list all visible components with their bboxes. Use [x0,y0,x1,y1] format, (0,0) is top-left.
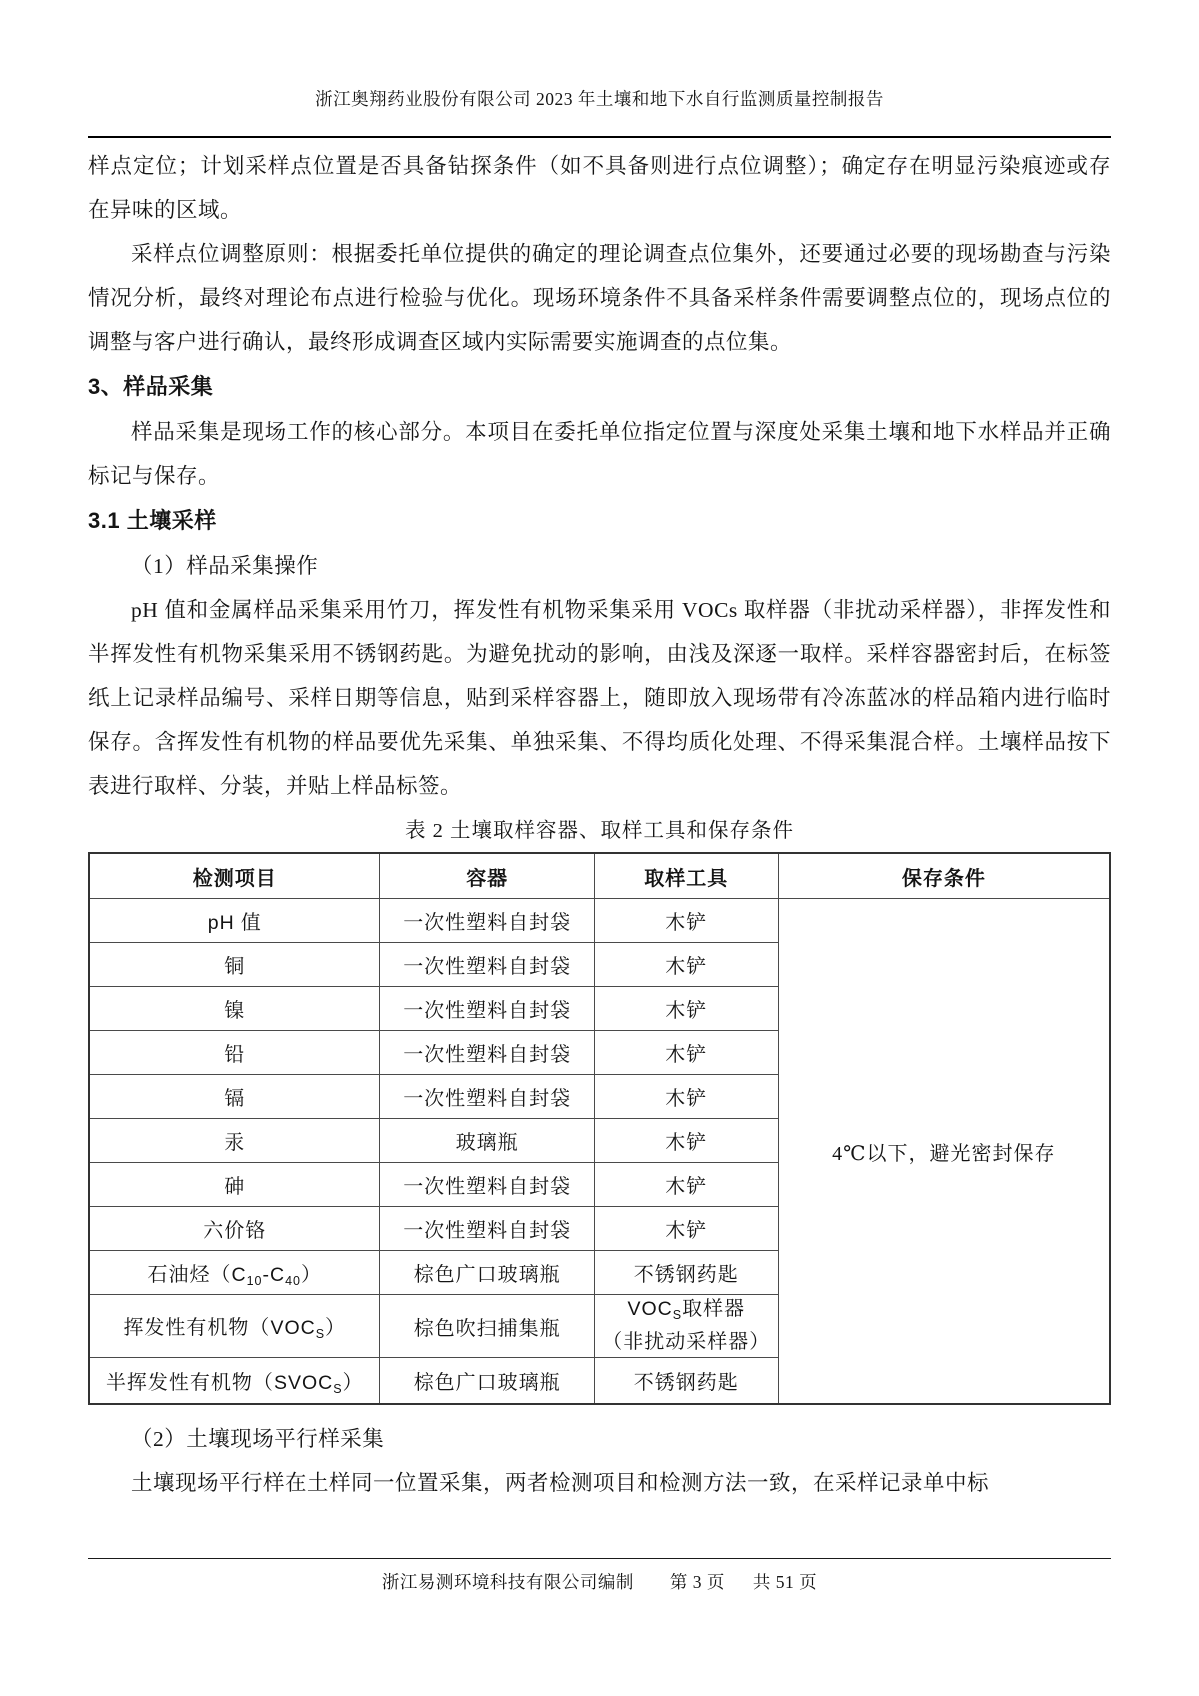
cell-tool: 不锈钢药匙 [594,1358,778,1405]
tool-latin: VOC [627,1298,673,1320]
cell-tool: 木铲 [594,943,778,987]
cell-container: 一次性塑料自封袋 [380,1031,594,1075]
cell-item [89,899,380,943]
table-caption: 表 2 土壤取样容器、取样工具和保存条件 [405,820,794,842]
paragraph-sampling-operation: pH 值和金属样品采集采用竹刀，挥发性有机物采集采用 VOCs 取样器（非扰动采样器），非挥发性和半挥发性有机物采集采用不锈钢药匙。为避免扰动的影响，由浅及深逐一取样。采样容器密封后，在标签纸上记录样品编号、采样日期等信息，贴到采样容器上，随即放入现场带有冷冻蓝冰的样品箱内进行临时保存。含挥发性有机物的样品要优先采集、单独采集、不得均质化处理、不得采集混合样。土壤样品按下表进行取样、分装，并贴上样品标签。 [88,598,1111,798]
cell-container: 一次性塑料自封袋 [380,1207,594,1251]
cell-container: 一次性塑料自封袋 [380,943,594,987]
table-header-row [89,853,1110,899]
item-text: 值 [234,912,262,934]
cell-tool: 不锈钢药匙 [594,1251,778,1295]
cell-item: 六价铬 [89,1207,380,1251]
footer-total-pages: 共 51 页 [752,1572,818,1592]
item-subscript: 40 [285,1273,301,1288]
cell-container: 一次性塑料自封袋 [380,1163,594,1207]
item-text: 半挥发性有机物（ [105,1371,274,1394]
cell-item: 铜 [89,943,380,987]
header-title: 浙江奥翔药业股份有限公司 2023 年土壤和地下水自行监测质量控制报告 [315,89,884,109]
cell-container: 一次性塑料自封袋 [380,1075,594,1119]
item-latin: C [231,1263,247,1286]
cell-item: 铅 [89,1031,380,1075]
table-row-ph [89,899,1110,943]
paragraph-step1-title: （1）样品采集操作 [131,554,319,578]
header-cell-item: 检测项目 [89,853,380,899]
header-cell-tool: 取样工具 [594,853,778,899]
item-text: ） [342,1371,364,1394]
cell-container: 棕色广口玻璃瓶 [380,1358,594,1405]
heading-sample-collection: 3、样品采集 [88,374,214,399]
cell-tool: 木铲 [594,1163,778,1207]
paragraph-collection-core: 样品采集是现场工作的核心部分。本项目在委托单位指定位置与深度处采集土壤和地下水样品并正确标记与保存。 [88,420,1111,488]
footer-page-number: 第 3 页 [669,1572,725,1592]
cell-tool: 木铲 [594,1207,778,1251]
cell-container: 棕色广口玻璃瓶 [380,1251,594,1295]
soil-sampling-table [88,852,1111,1405]
cell-tool: 木铲 [594,1031,778,1075]
header-cell-container: 容器 [380,853,594,899]
heading-soil-sampling: 3.1 土壤采样 [88,508,217,533]
item-text: 挥发性有机物（ [123,1317,271,1339]
item-latin: pH [207,912,235,934]
cell-item [89,1251,380,1295]
cell-item [89,1358,380,1405]
item-latin: VOC [270,1317,316,1339]
cell-item: 汞 [89,1119,380,1163]
tool-line-2: （非扰动采样器） [602,1331,771,1353]
item-latin: SVOC [273,1371,334,1394]
header-rule [88,136,1111,138]
paragraph-adjustment-principle: 采样点位调整原则：根据委托单位提供的确定的理论调查点位集外，还要通过必要的现场勘查与污染情况分析，最终对理论布点进行检验与优化。现场环境条件不具备采样条件需要调整点位的，现场点位的调整与客户进行确认，最终形成调查区域内实际需要实施调查的点位集。 [88,242,1111,354]
item-latin: -C [262,1263,286,1286]
cell-container: 棕色吹扫捕集瓶 [380,1295,594,1358]
item-subscript: S [333,1381,343,1396]
footer-editor: 浙江易测环境科技有限公司编制 [381,1572,634,1592]
header-cell-preservation: 保存条件 [778,853,1110,899]
page-footer [88,1558,1111,1594]
cell-item: 镉 [89,1075,380,1119]
paragraph-sample-point-location: 样点定位；计划采样点位置是否具备钻探条件（如不具备则进行点位调整）；确定存在明显污染痕迹或存在异味的区域。 [88,154,1111,222]
cell-item [89,1295,380,1358]
cell-container: 一次性塑料自封袋 [380,987,594,1031]
tool-line-1 [597,1296,776,1329]
cell-tool [594,1295,778,1358]
page-header [88,86,1111,112]
item-subscript: S [315,1327,326,1341]
tool-subscript: S [672,1308,683,1322]
item-text: ） [300,1263,322,1286]
item-text: ） [325,1317,347,1339]
cell-item: 镍 [89,987,380,1031]
paragraph-parallel-sample: 土壤现场平行样在土样同一位置采集，两者检测项目和检测方法一致，在采样记录单中标 [131,1471,990,1495]
item-text: 石油烃（ [147,1263,232,1286]
tool-text: 取样器 [682,1298,746,1320]
cell-tool: 木铲 [594,1119,778,1163]
cell-container: 一次性塑料自封袋 [380,899,594,943]
paragraph-step2-title: （2）土壤现场平行样采集 [131,1427,385,1451]
cell-container: 玻璃瓶 [380,1119,594,1163]
cell-tool: 木铲 [594,899,778,943]
cell-tool: 木铲 [594,987,778,1031]
cell-tool: 木铲 [594,1075,778,1119]
item-subscript: 10 [246,1273,263,1288]
cell-preservation: 4℃以下，避光密封保存 [778,899,1110,1405]
cell-item: 砷 [89,1163,380,1207]
